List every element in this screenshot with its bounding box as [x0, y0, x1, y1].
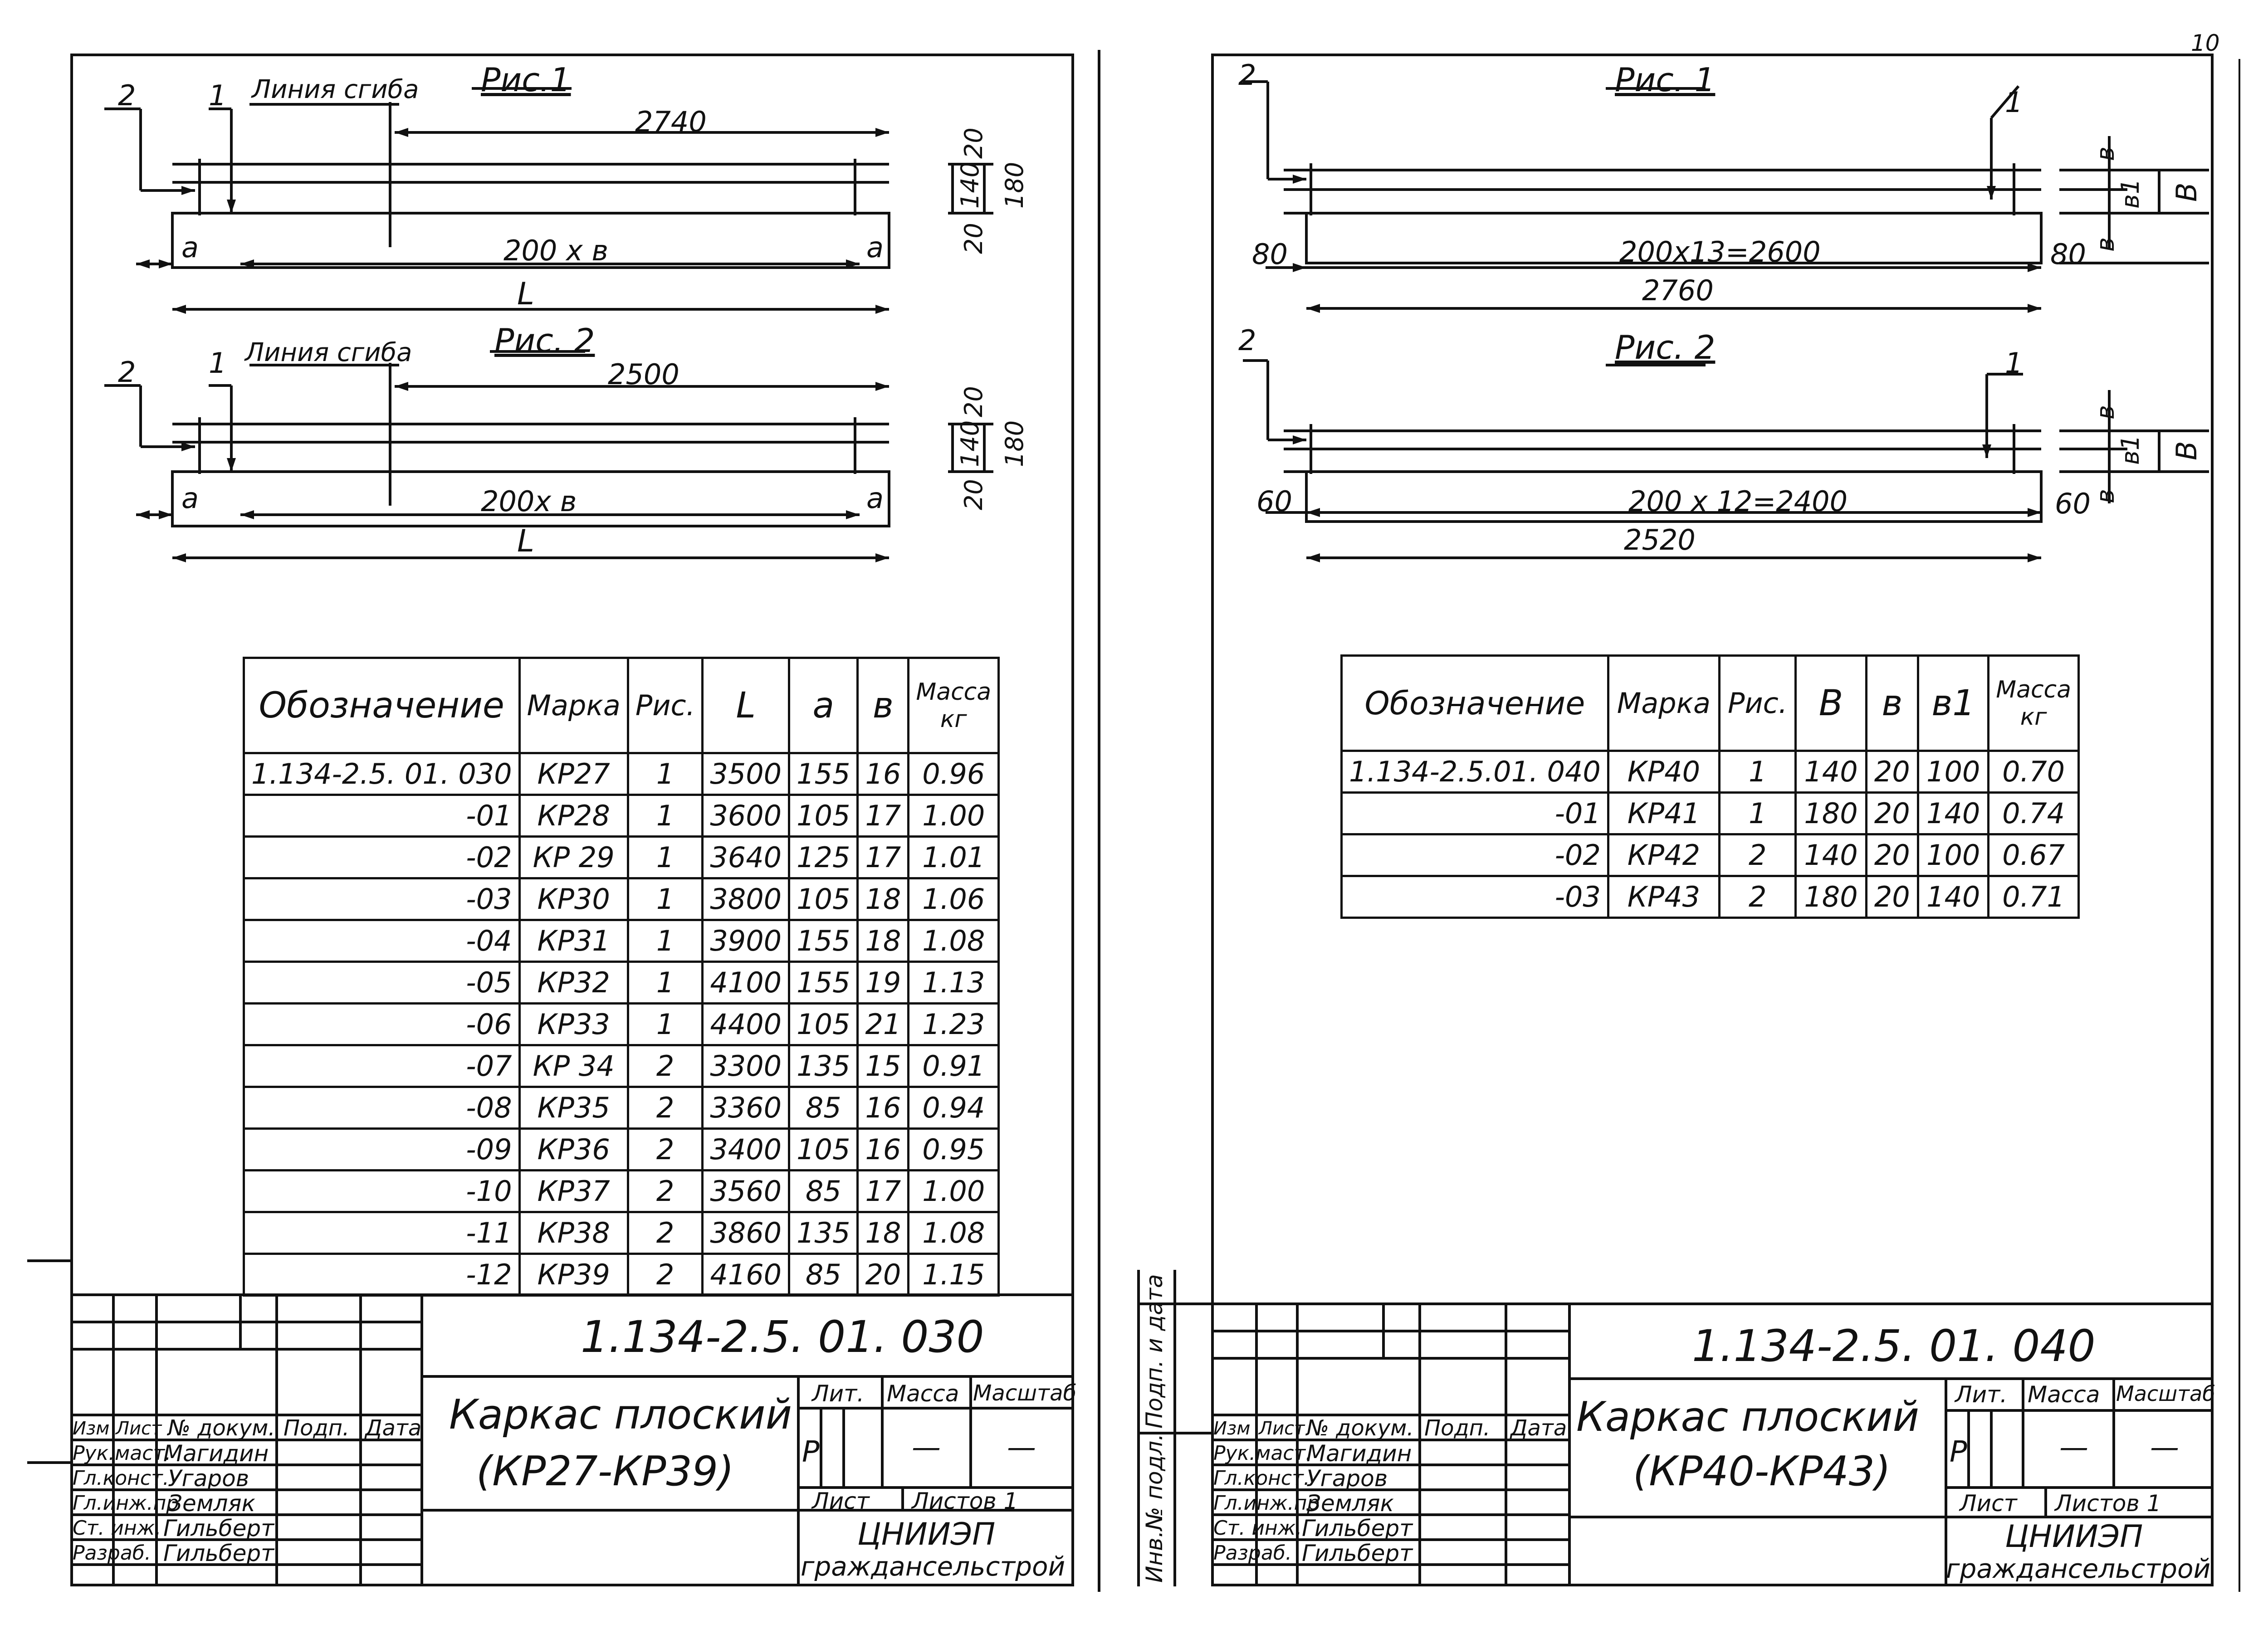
left-fig2-end-a-right: а [866, 482, 884, 515]
right-hdr-list: Лист [1259, 1418, 1305, 1439]
table-cell: 85 [789, 1171, 858, 1212]
table-cell: 1 [628, 878, 702, 920]
table-cell: КР 34 [519, 1045, 628, 1087]
left-fig1-top-dim: 2740 [635, 105, 707, 138]
table-cell: 105 [789, 795, 858, 837]
table-cell: 85 [789, 1254, 858, 1296]
table-cell: 105 [789, 878, 858, 920]
left-mass: Масса [887, 1381, 959, 1407]
table-cell: 3400 [703, 1129, 789, 1171]
right-scale-val: — [2150, 1431, 2179, 1464]
table-cell: -01 [244, 795, 520, 837]
left-fig1-callout-2: 2 [118, 79, 136, 112]
left-title-line2: (КР27-КР39) [476, 1448, 734, 1495]
right-hdr-sign: Подп. [1424, 1415, 1491, 1441]
right-fig2-end-right: 60 [2055, 487, 2091, 520]
right-fig1-callout-2: 2 [1238, 59, 1256, 92]
table-cell: -02 [1342, 834, 1608, 876]
right-fig1-v-b-top: в [2091, 146, 2120, 161]
table-row [1342, 834, 2079, 876]
table-cell: 105 [789, 1129, 858, 1171]
left-lit-val: Р [802, 1435, 820, 1469]
right-role-4: Разраб. [1213, 1542, 1292, 1565]
table-cell: 0.70 [1989, 751, 2079, 793]
left-fig2-v-mid: 140 [956, 420, 984, 467]
table-cell: 105 [789, 1004, 858, 1045]
table-cell: 21 [858, 1004, 909, 1045]
left-hdr-date: Дата [365, 1415, 422, 1441]
table-cell: 100 [1918, 834, 1989, 876]
table-cell: -09 [244, 1129, 520, 1171]
left-hdr-izm: Изм [73, 1418, 110, 1439]
right-role-1: Гл.конст. [1213, 1467, 1310, 1490]
table-cell: 16 [858, 1129, 909, 1171]
left-fig2-top-dim: 2500 [608, 358, 679, 391]
left-name-0: Магидин [163, 1440, 269, 1467]
table-cell: -10 [244, 1171, 520, 1212]
right-fig2-length-dim: 2520 [1624, 523, 1696, 556]
left-sheets: Листов 1 [912, 1488, 1018, 1514]
table-cell: 1.06 [909, 878, 999, 920]
table-cell: 4400 [703, 1004, 789, 1045]
left-fig1-pitch-dim: 200 х в [503, 234, 608, 267]
table-cell: 20 [1866, 793, 1918, 834]
table-cell: 2 [628, 1045, 702, 1087]
right-fig2-callout-1: 1 [2005, 346, 2023, 380]
left-fig2-callout-1: 1 [209, 346, 227, 380]
left-scale-val: — [1007, 1431, 1036, 1464]
table-cell: 1 [628, 837, 702, 878]
table-cell: КР27 [519, 753, 628, 795]
left-fig2-title: Рис. 2 [494, 322, 595, 360]
table-cell: 3360 [703, 1087, 789, 1129]
header-b: в [1866, 656, 1918, 751]
header-mass: Масса кг [1989, 656, 2079, 751]
table-cell: 3800 [703, 878, 789, 920]
table-cell: 140 [1918, 876, 1989, 918]
right-hdr-date: Дата [1510, 1415, 1567, 1441]
table-header-row [1342, 656, 2079, 751]
table-cell: 3600 [703, 795, 789, 837]
table-cell: 15 [858, 1045, 909, 1087]
header-B: В [1796, 656, 1866, 751]
right-name-1: Угаров [1306, 1465, 1388, 1492]
table-cell: КР37 [519, 1171, 628, 1212]
table-cell: 1 [1719, 793, 1796, 834]
table-cell: -04 [244, 920, 520, 962]
table-cell: 4100 [703, 962, 789, 1004]
right-sheets: Листов 1 [2055, 1490, 2161, 1517]
table-cell: 1.08 [909, 1212, 999, 1254]
table-cell: 16 [858, 753, 909, 795]
table-cell: 1 [1719, 751, 1796, 793]
table-cell: 135 [789, 1212, 858, 1254]
right-lit-val: Р [1950, 1435, 1967, 1469]
table-cell: 100 [1918, 751, 1989, 793]
right-lit: Лит. [1955, 1381, 2008, 1408]
header-mark: Марка [1608, 656, 1719, 751]
right-fig1-pitch-dim: 200х13=2600 [1619, 235, 1821, 268]
table-cell: 19 [858, 962, 909, 1004]
left-fig2-v-total: 180 [1000, 420, 1029, 467]
table-cell: 16 [858, 1087, 909, 1129]
right-role-0: Рук.маст. [1213, 1442, 1312, 1465]
right-role-2: Гл.инж.пр [1213, 1492, 1320, 1515]
left-fig1-v-mid: 140 [956, 161, 984, 209]
table-cell: КР38 [519, 1212, 628, 1254]
header-fig: Рис. [1719, 656, 1796, 751]
header-designation: Обозначение [1342, 656, 1608, 751]
left-role-4: Разраб. [73, 1542, 151, 1565]
left-role-0: Рук.маст. [73, 1442, 171, 1465]
table-cell: КР35 [519, 1087, 628, 1129]
table-cell: 1.00 [909, 1171, 999, 1212]
table-row [244, 1212, 999, 1254]
table-cell: 3640 [703, 837, 789, 878]
table-cell: 1.134-2.5. 01. 030 [244, 753, 520, 795]
table-cell: КР42 [1608, 834, 1719, 876]
left-fig1-callout-1: 1 [209, 79, 227, 112]
table-cell: -01 [1342, 793, 1608, 834]
table-row [244, 962, 999, 1004]
table-cell: -05 [244, 962, 520, 1004]
left-name-3: Гильберт [163, 1515, 274, 1542]
table-cell: 180 [1796, 876, 1866, 918]
table-cell: 0.71 [1989, 876, 2079, 918]
left-spec-table [243, 657, 1000, 1297]
header-mass: Масса кг [909, 658, 999, 753]
table-cell: КР41 [1608, 793, 1719, 834]
right-fig2-v-b1: в1 [2116, 434, 2145, 465]
table-cell: 140 [1796, 751, 1866, 793]
left-name-2: Земляк [168, 1490, 255, 1517]
table-cell: 1 [628, 1004, 702, 1045]
table-cell: 1.134-2.5.01. 040 [1342, 751, 1608, 793]
left-fig1-v-top: 20 [959, 127, 988, 159]
table-cell: 20 [1866, 834, 1918, 876]
left-scale: Масштаб [973, 1381, 1077, 1406]
table-cell: 2 [628, 1171, 702, 1212]
right-org1: ЦНИИЭП [2005, 1519, 2143, 1555]
left-name-1: Угаров [168, 1465, 249, 1492]
table-cell: 1.23 [909, 1004, 999, 1045]
table-cell: -03 [244, 878, 520, 920]
right-fig1-end-left: 80 [1252, 238, 1288, 271]
left-role-2: Гл.инж.пр [73, 1492, 179, 1515]
header-b1: в1 [1918, 656, 1989, 751]
table-cell: КР28 [519, 795, 628, 837]
table-cell: 0.91 [909, 1045, 999, 1087]
table-cell: 0.95 [909, 1129, 999, 1171]
table-cell: 20 [1866, 751, 1918, 793]
side-label-inv-no: Инв.№ подл. [1141, 1433, 1168, 1583]
left-org1: ЦНИИЭП [857, 1517, 996, 1552]
table-cell: 3500 [703, 753, 789, 795]
page-number: 10 [2191, 30, 2220, 56]
table-cell: 155 [789, 920, 858, 962]
table-cell: КР30 [519, 878, 628, 920]
table-cell: 0.74 [1989, 793, 2079, 834]
table-cell: 1.13 [909, 962, 999, 1004]
left-sheet: Лист [812, 1488, 870, 1514]
left-fig2-bend-line: Линия сгиба [245, 338, 412, 367]
left-fig1-title: Рис.1 [481, 61, 571, 99]
table-cell: 18 [858, 920, 909, 962]
right-hdr-izm: Изм [1213, 1418, 1251, 1439]
table-cell: 18 [858, 878, 909, 920]
table-cell: 3300 [703, 1045, 789, 1087]
table-cell: КР43 [1608, 876, 1719, 918]
table-row [244, 1254, 999, 1296]
left-fig1-end-a-right: а [866, 231, 884, 264]
table-cell: 0.94 [909, 1087, 999, 1129]
table-cell: КР39 [519, 1254, 628, 1296]
table-cell: КР 29 [519, 837, 628, 878]
right-scale: Масштаб [2116, 1381, 2215, 1406]
header-designation: Обозначение [244, 658, 520, 753]
table-cell: 4160 [703, 1254, 789, 1296]
table-cell: 3860 [703, 1212, 789, 1254]
table-cell: 1 [628, 920, 702, 962]
table-cell: 18 [858, 1212, 909, 1254]
table-cell: 135 [789, 1045, 858, 1087]
table-header-row [244, 658, 999, 753]
left-title-line1: Каркас плоский [449, 1391, 792, 1439]
table-row [1342, 876, 2079, 918]
left-role-1: Гл.конст. [73, 1467, 169, 1490]
table-cell: 85 [789, 1087, 858, 1129]
table-cell: 140 [1918, 793, 1989, 834]
table-cell: 125 [789, 837, 858, 878]
right-fig1-callout-1: 1 [2005, 86, 2023, 119]
left-mass-val: — [912, 1431, 941, 1464]
table-cell: -07 [244, 1045, 520, 1087]
left-hdr-list: Лист [116, 1418, 162, 1439]
right-fig2-title: Рис. 2 [1615, 328, 1716, 366]
table-cell: -12 [244, 1254, 520, 1296]
table-row [244, 1171, 999, 1212]
right-title-line2: (КР40-КР43) [1633, 1448, 1891, 1495]
left-role-3: Ст. инж. [73, 1517, 161, 1540]
header-a: а [789, 658, 858, 753]
table-cell: 3900 [703, 920, 789, 962]
table-cell: 140 [1796, 834, 1866, 876]
table-cell: 2 [628, 1212, 702, 1254]
left-hdr-sign: Подп. [284, 1415, 350, 1441]
right-org2: граждансельстрой [1946, 1553, 2211, 1584]
left-fig1-v-total: 180 [1000, 161, 1029, 209]
side-label-sign-date: Подп. и дата [1141, 1274, 1168, 1429]
table-cell: -02 [244, 837, 520, 878]
table-cell: 1.00 [909, 795, 999, 837]
right-fig1-length-dim: 2760 [1642, 274, 1714, 307]
table-cell: 0.67 [1989, 834, 2079, 876]
table-cell: 1.15 [909, 1254, 999, 1296]
table-cell: 2 [628, 1087, 702, 1129]
right-doc-code: 1.134-2.5. 01. 040 [1692, 1321, 2096, 1371]
left-fig2-length-dim: L [517, 523, 534, 559]
header-fig: Рис. [628, 658, 702, 753]
right-name-2: Земляк [1306, 1490, 1394, 1517]
table-cell: -11 [244, 1212, 520, 1254]
header-L: L [703, 658, 789, 753]
table-cell: 1.01 [909, 837, 999, 878]
table-cell: КР33 [519, 1004, 628, 1045]
right-mass-val: — [2059, 1431, 2088, 1464]
table-row [244, 837, 999, 878]
table-cell: 17 [858, 795, 909, 837]
header-b: в [858, 658, 909, 753]
right-fig2-v-b-top: в [2091, 405, 2120, 420]
left-fig2-callout-2: 2 [118, 356, 136, 389]
table-cell: 180 [1796, 793, 1866, 834]
table-cell: 20 [1866, 876, 1918, 918]
table-cell: -08 [244, 1087, 520, 1129]
table-row [1342, 793, 2079, 834]
left-fig2-v-bot: 20 [959, 479, 988, 510]
right-fig2-pitch-dim: 200 х 12=2400 [1628, 485, 1848, 518]
table-cell: 2 [628, 1129, 702, 1171]
table-row [244, 1087, 999, 1129]
left-org2: граждансельстрой [801, 1551, 1066, 1582]
right-name-0: Магидин [1306, 1440, 1412, 1467]
table-row [244, 1004, 999, 1045]
table-cell: 1.08 [909, 920, 999, 962]
table-cell: 155 [789, 753, 858, 795]
table-cell: КР36 [519, 1129, 628, 1171]
right-fig1-title: Рис. 1 [1615, 61, 1716, 99]
right-fig1-v-b1: в1 [2116, 178, 2145, 209]
table-row [244, 1045, 999, 1087]
table-cell: 2 [1719, 834, 1796, 876]
right-hdr-doc: № докум. [1306, 1415, 1414, 1441]
left-fig1-bend-line: Линия сгиба [252, 75, 419, 104]
right-fig2-end-left: 60 [1256, 485, 1292, 518]
right-spec-table [1340, 654, 2080, 919]
table-cell: КР31 [519, 920, 628, 962]
right-fig2-v-b-bot: в [2091, 489, 2120, 503]
right-name-3: Гильберт [1302, 1515, 1413, 1542]
left-fig2-pitch-dim: 200х в [481, 485, 577, 518]
table-cell: 0.96 [909, 753, 999, 795]
right-mass: Масса [2028, 1381, 2100, 1408]
right-fig2-callout-2: 2 [1238, 324, 1256, 357]
table-cell: 1 [628, 962, 702, 1004]
table-cell: 2 [628, 1254, 702, 1296]
table-row [244, 920, 999, 962]
left-lit: Лит. [812, 1381, 865, 1407]
right-fig1-end-right: 80 [2050, 238, 2086, 271]
right-sheet: Лист [1960, 1490, 2017, 1517]
table-cell: 1 [628, 795, 702, 837]
table-cell: 17 [858, 837, 909, 878]
left-hdr-doc: № докум. [168, 1415, 275, 1441]
right-title-line1: Каркас плоский [1576, 1393, 1920, 1441]
right-fig2-v-B: В [2170, 441, 2203, 460]
left-fig1-length-dim: L [517, 276, 534, 312]
table-cell: 17 [858, 1171, 909, 1212]
left-fig1-end-a-left: а [181, 231, 199, 264]
table-cell: -03 [1342, 876, 1608, 918]
table-row [244, 795, 999, 837]
table-cell: 155 [789, 962, 858, 1004]
left-fig2-end-a-left: а [181, 482, 199, 515]
right-fig1-v-b-bot: в [2091, 237, 2120, 252]
right-role-3: Ст. инж. [1213, 1517, 1302, 1540]
left-fig2-v-top: 20 [959, 386, 988, 417]
table-cell: -06 [244, 1004, 520, 1045]
table-cell: КР32 [519, 962, 628, 1004]
table-row [1342, 751, 2079, 793]
right-fig1-v-B: В [2170, 182, 2203, 202]
table-row [244, 878, 999, 920]
left-fig1-v-bot: 20 [959, 223, 988, 254]
table-cell: 1 [628, 753, 702, 795]
table-cell: 20 [858, 1254, 909, 1296]
header-mark: Марка [519, 658, 628, 753]
right-name-4: Гильберт [1302, 1540, 1413, 1566]
table-cell: 3560 [703, 1171, 789, 1212]
left-doc-code: 1.134-2.5. 01. 030 [581, 1312, 984, 1362]
table-cell: 2 [1719, 876, 1796, 918]
table-row [244, 1129, 999, 1171]
table-row [244, 753, 999, 795]
table-cell: КР40 [1608, 751, 1719, 793]
left-name-4: Гильберт [163, 1540, 274, 1566]
